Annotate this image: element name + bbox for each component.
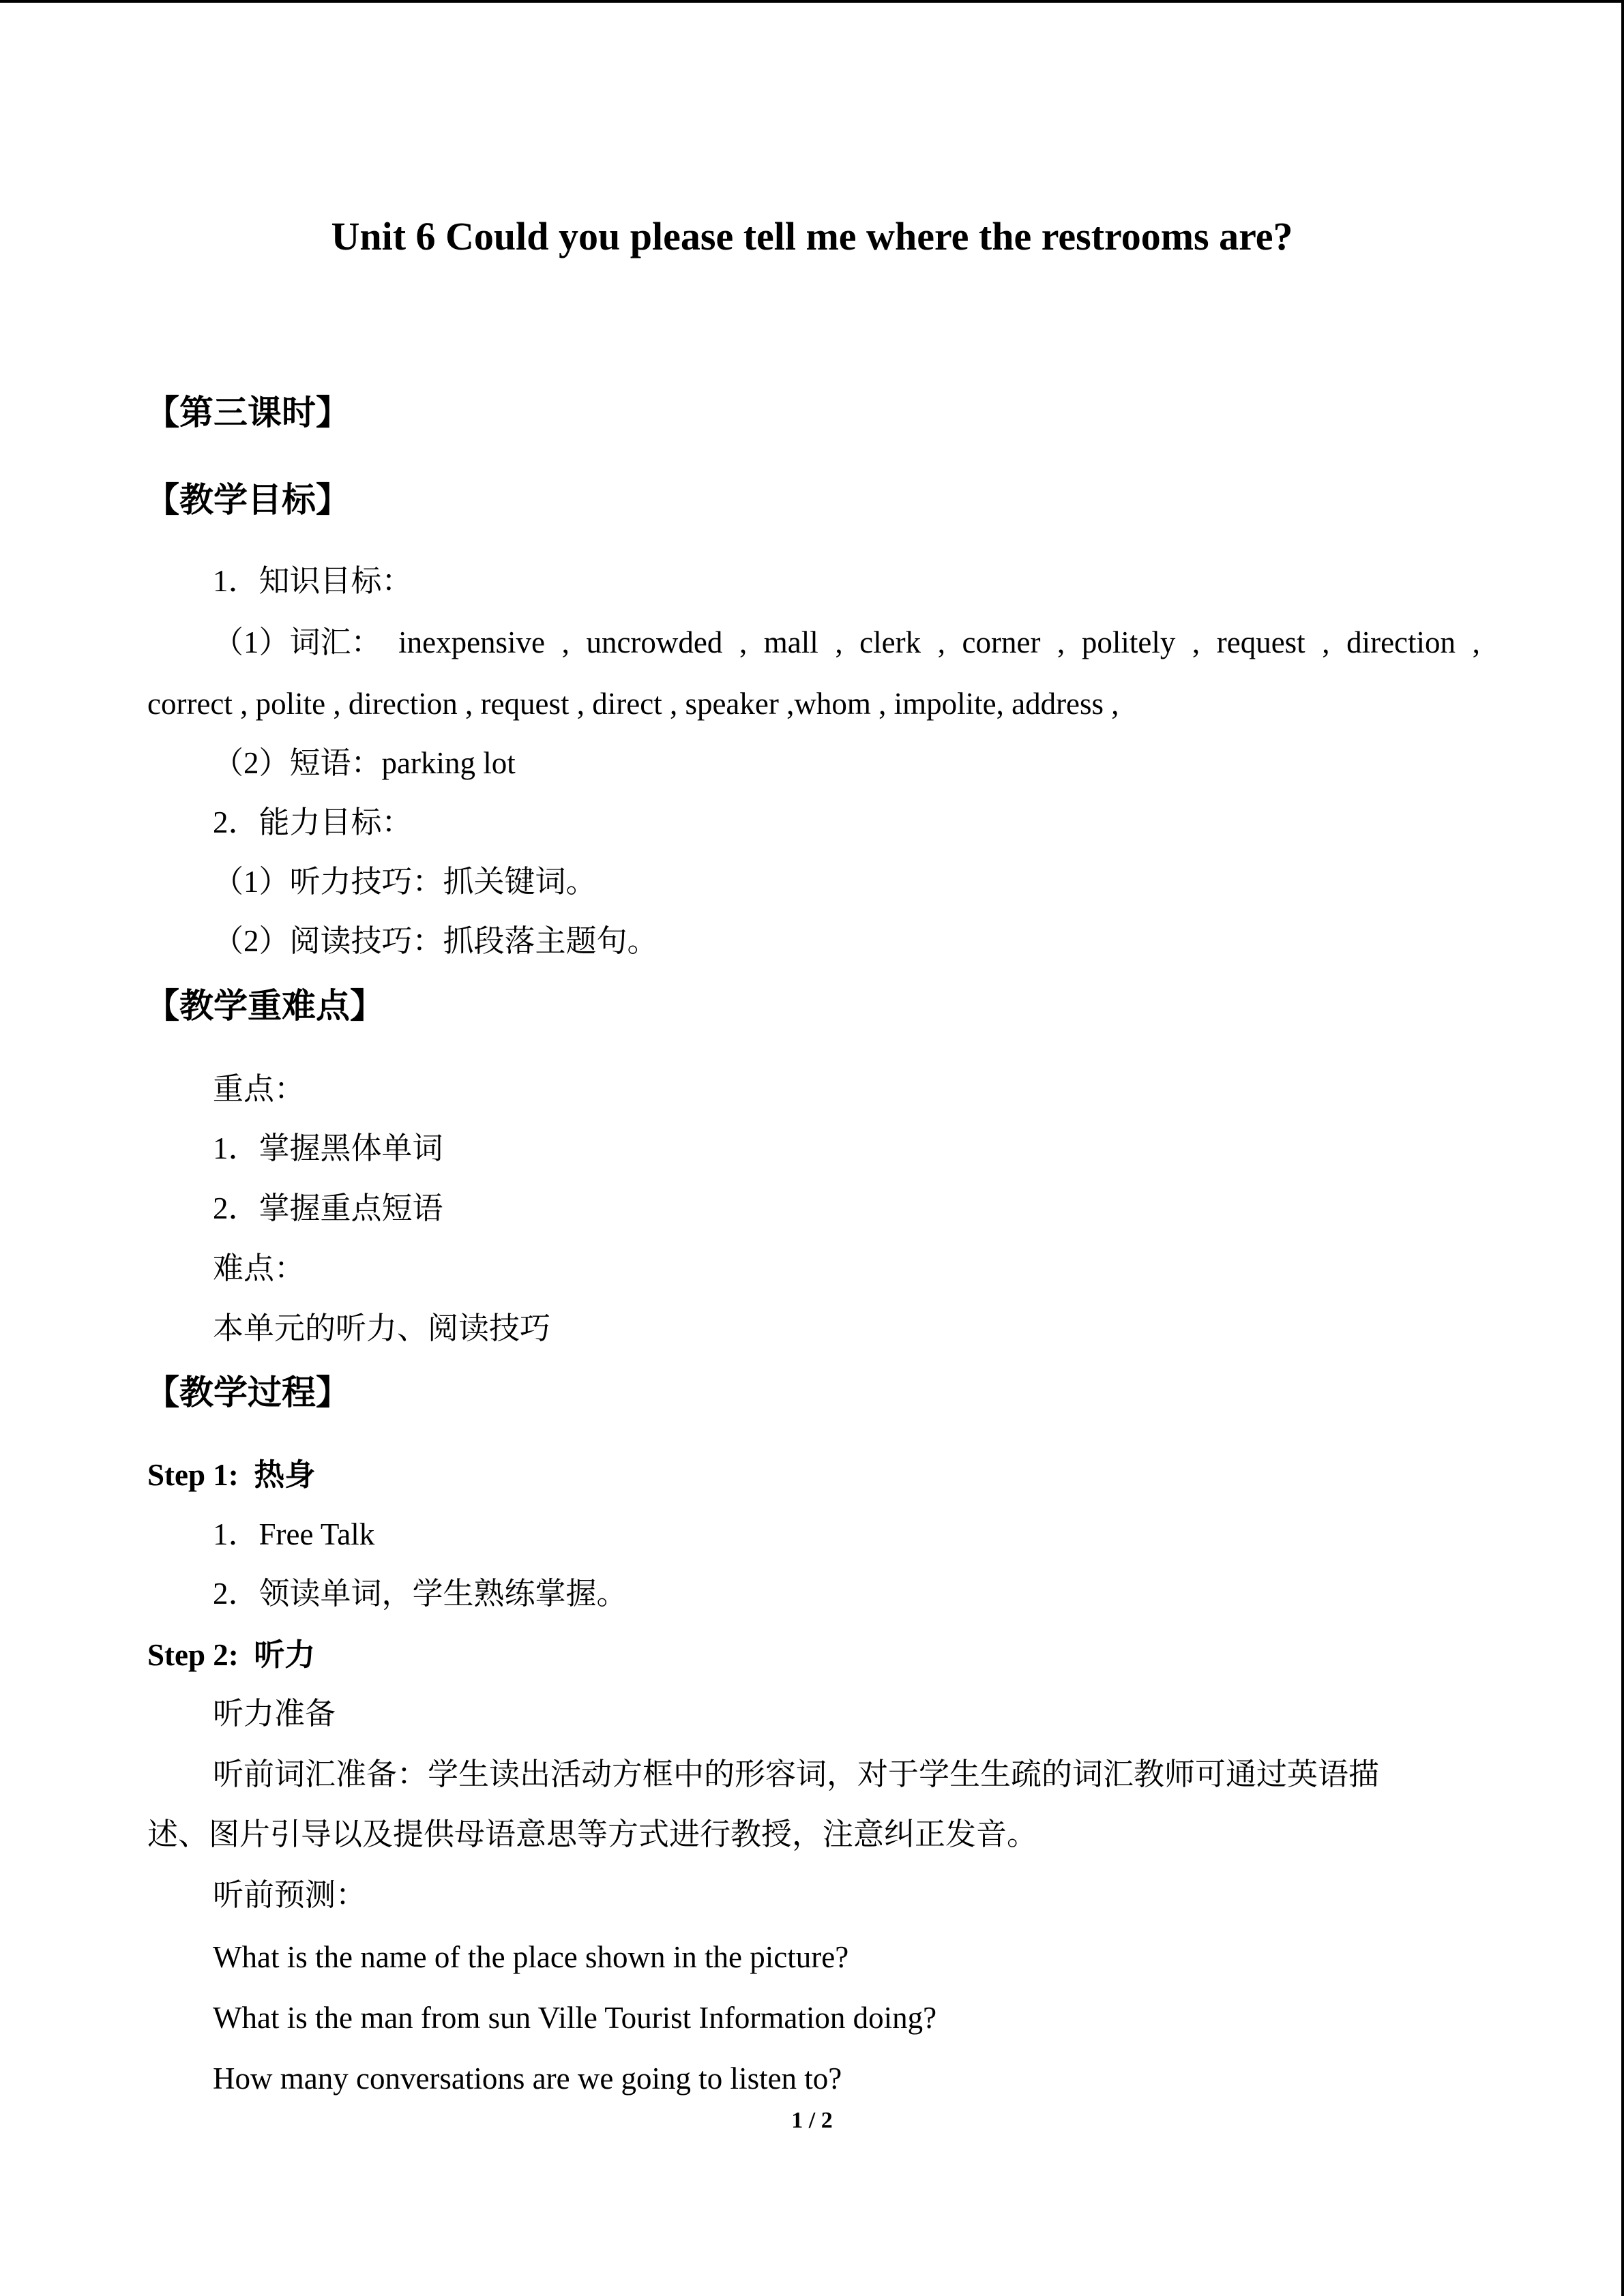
vocab-comma: , bbox=[1057, 625, 1065, 659]
key-points-heading: 【教学重难点】 bbox=[145, 986, 384, 1026]
vocab-word: direction bbox=[1346, 625, 1456, 659]
vocab-label: （1）词汇： bbox=[213, 625, 382, 659]
vocab-word: uncrowded bbox=[586, 625, 723, 659]
difficult-label: 难点： bbox=[213, 1251, 306, 1285]
vocab-comma: , bbox=[1472, 625, 1480, 659]
vocab-word: clerk bbox=[859, 625, 921, 659]
knowledge-objective-heading: 1．知识目标： bbox=[213, 564, 413, 598]
step-1-heading bbox=[147, 1459, 315, 1491]
vocab-comma: , bbox=[561, 625, 570, 659]
key-item-1: 1．掌握黑体单词 bbox=[213, 1131, 443, 1165]
vocab-word: inexpensive bbox=[398, 625, 546, 659]
step-1-item-1: 1．Free Talk bbox=[213, 1517, 375, 1551]
vocab-word: politely bbox=[1081, 625, 1176, 659]
process-heading: 【教学过程】 bbox=[145, 1373, 350, 1412]
ability-objective-heading: 2．能力目标： bbox=[213, 805, 413, 839]
vocab-line-2: correct , polite , direction , request , direct , speaker ,whom , impolite, address , bbox=[147, 687, 1119, 721]
lesson-heading: 【第三课时】 bbox=[145, 393, 350, 432]
vocab-comma: , bbox=[835, 625, 843, 659]
vocab-word: mall bbox=[763, 625, 818, 659]
page-number: 1 / 2 bbox=[791, 2108, 833, 2133]
phrases-line: （2）短语：parking lot bbox=[213, 746, 516, 780]
objectives-heading: 【教学目标】 bbox=[145, 480, 350, 520]
step-1-label: Step 1: bbox=[147, 1458, 239, 1492]
prediction-label: 听前预测： bbox=[213, 1878, 367, 1912]
step-1-title: 热身 bbox=[254, 1457, 316, 1493]
key-label: 重点： bbox=[213, 1072, 306, 1106]
prediction-question-1: What is the name of the place shown in the picture? bbox=[213, 1940, 849, 1974]
prediction-question-2: What is the man from sun Ville Tourist Information doing? bbox=[213, 2001, 937, 2035]
vocab-prep-line-2: 述、图片引导以及提供母语意思等方式进行教授，注意纠正发音。 bbox=[147, 1817, 1038, 1851]
step-2-label: Step 2: bbox=[147, 1638, 239, 1672]
step-2-title: 听力 bbox=[254, 1637, 316, 1673]
prediction-question-3: How many conversations are we going to listen to? bbox=[213, 2061, 842, 2096]
listening-skill: （1）听力技巧：抓关键词。 bbox=[213, 865, 597, 899]
step-1-item-2: 2．领读单词，学生熟练掌握。 bbox=[213, 1577, 628, 1611]
key-item-2: 2．掌握重点短语 bbox=[213, 1191, 443, 1225]
vocab-comma: , bbox=[1322, 625, 1330, 659]
document-title: Unit 6 Could you please tell me where the restrooms are? bbox=[331, 214, 1293, 258]
listening-prep: 听力准备 bbox=[213, 1697, 336, 1731]
vocab-comma: , bbox=[739, 625, 748, 659]
page-right-border bbox=[1621, 0, 1624, 2296]
page-top-border bbox=[0, 0, 1624, 3]
vocab-comma: , bbox=[937, 625, 945, 659]
vocab-word: request bbox=[1216, 625, 1305, 659]
step-2-heading bbox=[147, 1639, 315, 1671]
vocab-comma: , bbox=[1192, 625, 1200, 659]
vocab-line-1 bbox=[213, 627, 1480, 658]
difficult-item: 本单元的听力、阅读技巧 bbox=[213, 1311, 551, 1345]
vocab-word: corner bbox=[962, 625, 1041, 659]
vocab-prep-line-1: 听前词汇准备：学生读出活动方框中的形容词，对于学生生疏的词汇教师可通过英语描 bbox=[213, 1757, 1380, 1791]
reading-skill: （2）阅读技巧：抓段落主题句。 bbox=[213, 924, 658, 958]
